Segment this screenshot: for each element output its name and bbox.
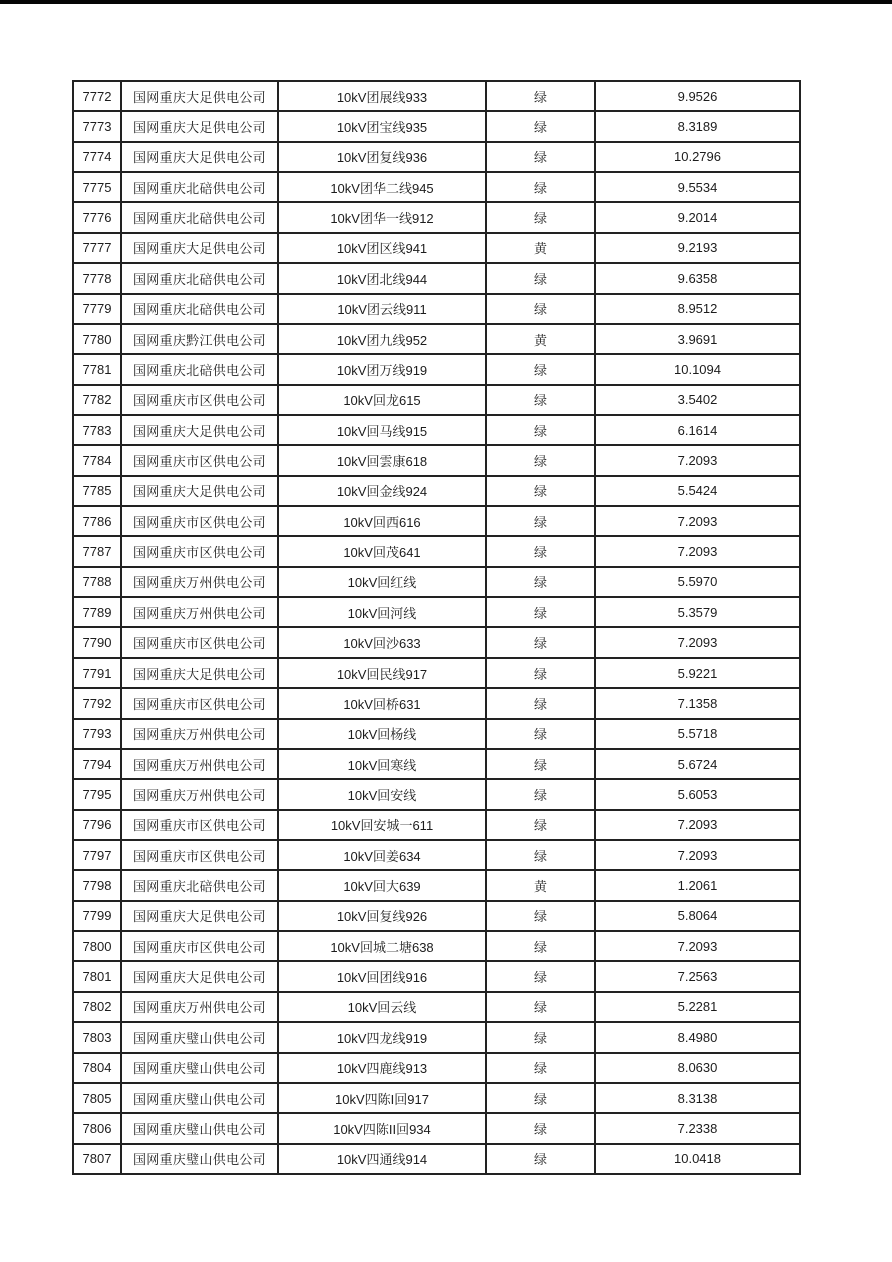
table-row	[73, 415, 800, 445]
table-row	[73, 233, 800, 263]
company-cell: 国网重庆市区供电公司	[121, 536, 278, 566]
value-cell: 6.1614	[595, 415, 800, 445]
row-number-cell: 7794	[73, 749, 121, 779]
company-cell: 国网重庆大足供电公司	[121, 961, 278, 991]
table-row	[73, 354, 800, 384]
company-cell: 国网重庆大足供电公司	[121, 901, 278, 931]
table-row	[73, 567, 800, 597]
company-cell: 国网重庆璧山供电公司	[121, 1113, 278, 1143]
line-name-cell: 10kV四龙线919	[278, 1022, 486, 1052]
line-name-cell: 10kV回红线	[278, 567, 486, 597]
line-name-cell: 10kV回民线917	[278, 658, 486, 688]
value-cell: 5.6724	[595, 749, 800, 779]
row-number-cell: 7793	[73, 719, 121, 749]
row-number-cell: 7797	[73, 840, 121, 870]
table-row	[73, 597, 800, 627]
company-cell: 国网重庆市区供电公司	[121, 840, 278, 870]
line-name-cell: 10kV回杨线	[278, 719, 486, 749]
row-number-cell: 7801	[73, 961, 121, 991]
status-cell: 绿	[486, 597, 595, 627]
company-cell: 国网重庆万州供电公司	[121, 567, 278, 597]
line-name-cell: 10kV回龙615	[278, 385, 486, 415]
row-number-cell: 7783	[73, 415, 121, 445]
line-name-cell: 10kV回团线916	[278, 961, 486, 991]
row-number-cell: 7776	[73, 202, 121, 232]
row-number-cell: 7772	[73, 81, 121, 111]
line-name-cell: 10kV回马线915	[278, 415, 486, 445]
status-cell: 绿	[486, 567, 595, 597]
row-number-cell: 7778	[73, 263, 121, 293]
value-cell: 10.2796	[595, 142, 800, 172]
value-cell: 5.2281	[595, 992, 800, 1022]
company-cell: 国网重庆北碚供电公司	[121, 202, 278, 232]
table-row	[73, 992, 800, 1022]
company-cell: 国网重庆万州供电公司	[121, 719, 278, 749]
table-row	[73, 810, 800, 840]
line-name-cell: 10kV回桥631	[278, 688, 486, 718]
company-cell: 国网重庆万州供电公司	[121, 779, 278, 809]
company-cell: 国网重庆市区供电公司	[121, 810, 278, 840]
company-cell: 国网重庆市区供电公司	[121, 931, 278, 961]
value-cell: 1.2061	[595, 870, 800, 900]
status-cell: 绿	[486, 1144, 595, 1174]
table-row	[73, 1113, 800, 1143]
row-number-cell: 7795	[73, 779, 121, 809]
table-row	[73, 111, 800, 141]
status-cell: 绿	[486, 1053, 595, 1083]
line-name-cell: 10kV团北线944	[278, 263, 486, 293]
row-number-cell: 7799	[73, 901, 121, 931]
status-cell: 绿	[486, 779, 595, 809]
line-name-cell: 10kV回西616	[278, 506, 486, 536]
table-row	[73, 476, 800, 506]
table-row	[73, 172, 800, 202]
row-number-cell: 7775	[73, 172, 121, 202]
line-name-cell: 10kV团区线941	[278, 233, 486, 263]
row-number-cell: 7806	[73, 1113, 121, 1143]
status-cell: 绿	[486, 931, 595, 961]
status-cell: 绿	[486, 749, 595, 779]
company-cell: 国网重庆万州供电公司	[121, 597, 278, 627]
value-cell: 8.0630	[595, 1053, 800, 1083]
table-row	[73, 294, 800, 324]
line-name-cell: 10kV四陈II回934	[278, 1113, 486, 1143]
table-row	[73, 445, 800, 475]
value-cell: 7.2093	[595, 445, 800, 475]
power-lines-table	[72, 80, 801, 1175]
status-cell: 绿	[486, 961, 595, 991]
row-number-cell: 7779	[73, 294, 121, 324]
table-row	[73, 870, 800, 900]
status-cell: 绿	[486, 294, 595, 324]
line-name-cell: 10kV回河线	[278, 597, 486, 627]
top-divider-bar	[0, 0, 892, 4]
status-cell: 绿	[486, 476, 595, 506]
status-cell: 绿	[486, 536, 595, 566]
company-cell: 国网重庆市区供电公司	[121, 688, 278, 718]
status-cell: 绿	[486, 202, 595, 232]
row-number-cell: 7782	[73, 385, 121, 415]
line-name-cell: 10kV团展线933	[278, 81, 486, 111]
company-cell: 国网重庆市区供电公司	[121, 445, 278, 475]
value-cell: 5.3579	[595, 597, 800, 627]
value-cell: 9.5534	[595, 172, 800, 202]
line-name-cell: 10kV回云线	[278, 992, 486, 1022]
row-number-cell: 7785	[73, 476, 121, 506]
table-row	[73, 840, 800, 870]
status-cell: 绿	[486, 719, 595, 749]
row-number-cell: 7777	[73, 233, 121, 263]
table-row	[73, 719, 800, 749]
company-cell: 国网重庆万州供电公司	[121, 749, 278, 779]
value-cell: 10.1094	[595, 354, 800, 384]
company-cell: 国网重庆大足供电公司	[121, 111, 278, 141]
company-cell: 国网重庆市区供电公司	[121, 627, 278, 657]
line-name-cell: 10kV团云线911	[278, 294, 486, 324]
value-cell: 5.5718	[595, 719, 800, 749]
status-cell: 绿	[486, 1083, 595, 1113]
company-cell: 国网重庆大足供电公司	[121, 142, 278, 172]
value-cell: 9.2014	[595, 202, 800, 232]
row-number-cell: 7798	[73, 870, 121, 900]
row-number-cell: 7773	[73, 111, 121, 141]
row-number-cell: 7784	[73, 445, 121, 475]
company-cell: 国网重庆璧山供电公司	[121, 1083, 278, 1113]
row-number-cell: 7800	[73, 931, 121, 961]
value-cell: 7.1358	[595, 688, 800, 718]
line-name-cell: 10kV回姜634	[278, 840, 486, 870]
status-cell: 绿	[486, 840, 595, 870]
status-cell: 绿	[486, 506, 595, 536]
value-cell: 7.2093	[595, 506, 800, 536]
value-cell: 9.2193	[595, 233, 800, 263]
company-cell: 国网重庆大足供电公司	[121, 81, 278, 111]
row-number-cell: 7780	[73, 324, 121, 354]
company-cell: 国网重庆万州供电公司	[121, 992, 278, 1022]
value-cell: 5.5424	[595, 476, 800, 506]
status-cell: 绿	[486, 1022, 595, 1052]
status-cell: 绿	[486, 627, 595, 657]
table-row	[73, 1144, 800, 1174]
table-row	[73, 324, 800, 354]
line-name-cell: 10kV团复线936	[278, 142, 486, 172]
company-cell: 国网重庆黔江供电公司	[121, 324, 278, 354]
status-cell: 绿	[486, 992, 595, 1022]
status-cell: 绿	[486, 354, 595, 384]
status-cell: 绿	[486, 111, 595, 141]
company-cell: 国网重庆市区供电公司	[121, 385, 278, 415]
row-number-cell: 7807	[73, 1144, 121, 1174]
status-cell: 绿	[486, 1113, 595, 1143]
value-cell: 7.2093	[595, 810, 800, 840]
status-cell: 黄	[486, 233, 595, 263]
value-cell: 7.2093	[595, 627, 800, 657]
row-number-cell: 7786	[73, 506, 121, 536]
table-row	[73, 749, 800, 779]
company-cell: 国网重庆北碚供电公司	[121, 294, 278, 324]
row-number-cell: 7802	[73, 992, 121, 1022]
status-cell: 绿	[486, 901, 595, 931]
line-name-cell: 10kV团宝线935	[278, 111, 486, 141]
status-cell: 黄	[486, 870, 595, 900]
value-cell: 5.8064	[595, 901, 800, 931]
line-name-cell: 10kV回安线	[278, 779, 486, 809]
row-number-cell: 7804	[73, 1053, 121, 1083]
status-cell: 绿	[486, 810, 595, 840]
table-row	[73, 263, 800, 293]
value-cell: 9.9526	[595, 81, 800, 111]
company-cell: 国网重庆市区供电公司	[121, 506, 278, 536]
table-row	[73, 1053, 800, 1083]
company-cell: 国网重庆大足供电公司	[121, 476, 278, 506]
value-cell: 7.2093	[595, 840, 800, 870]
company-cell: 国网重庆北碚供电公司	[121, 354, 278, 384]
company-cell: 国网重庆北碚供电公司	[121, 870, 278, 900]
line-name-cell: 10kV回复线926	[278, 901, 486, 931]
row-number-cell: 7788	[73, 567, 121, 597]
line-name-cell: 10kV回安城一611	[278, 810, 486, 840]
status-cell: 黄	[486, 324, 595, 354]
line-name-cell: 10kV团九线952	[278, 324, 486, 354]
line-name-cell: 10kV回大639	[278, 870, 486, 900]
table-row	[73, 81, 800, 111]
row-number-cell: 7803	[73, 1022, 121, 1052]
value-cell: 5.9221	[595, 658, 800, 688]
company-cell: 国网重庆北碚供电公司	[121, 172, 278, 202]
value-cell: 8.3138	[595, 1083, 800, 1113]
line-name-cell: 10kV回沙633	[278, 627, 486, 657]
row-number-cell: 7790	[73, 627, 121, 657]
status-cell: 绿	[486, 385, 595, 415]
table-row	[73, 1022, 800, 1052]
line-name-cell: 10kV回金线924	[278, 476, 486, 506]
value-cell: 3.9691	[595, 324, 800, 354]
table-row	[73, 779, 800, 809]
table-row	[73, 627, 800, 657]
company-cell: 国网重庆大足供电公司	[121, 415, 278, 445]
status-cell: 绿	[486, 688, 595, 718]
company-cell: 国网重庆北碚供电公司	[121, 263, 278, 293]
line-name-cell: 10kV回城二塘638	[278, 931, 486, 961]
row-number-cell: 7796	[73, 810, 121, 840]
table-row	[73, 1083, 800, 1113]
line-name-cell: 10kV四陈I回917	[278, 1083, 486, 1113]
value-cell: 7.2338	[595, 1113, 800, 1143]
line-name-cell: 10kV团万线919	[278, 354, 486, 384]
value-cell: 7.2093	[595, 536, 800, 566]
table-row	[73, 385, 800, 415]
value-cell: 5.6053	[595, 779, 800, 809]
status-cell: 绿	[486, 81, 595, 111]
value-cell: 10.0418	[595, 1144, 800, 1174]
table-row	[73, 202, 800, 232]
status-cell: 绿	[486, 445, 595, 475]
table-row	[73, 688, 800, 718]
value-cell: 8.3189	[595, 111, 800, 141]
table-row	[73, 536, 800, 566]
status-cell: 绿	[486, 263, 595, 293]
table-body	[73, 81, 800, 1174]
table-row	[73, 931, 800, 961]
line-name-cell: 10kV团华一线912	[278, 202, 486, 232]
line-name-cell: 10kV四鹿线913	[278, 1053, 486, 1083]
value-cell: 9.6358	[595, 263, 800, 293]
row-number-cell: 7787	[73, 536, 121, 566]
value-cell: 7.2563	[595, 961, 800, 991]
row-number-cell: 7774	[73, 142, 121, 172]
row-number-cell: 7789	[73, 597, 121, 627]
table-row	[73, 901, 800, 931]
value-cell: 3.5402	[595, 385, 800, 415]
value-cell: 8.4980	[595, 1022, 800, 1052]
table-row	[73, 506, 800, 536]
table-row	[73, 658, 800, 688]
row-number-cell: 7805	[73, 1083, 121, 1113]
value-cell: 7.2093	[595, 931, 800, 961]
line-name-cell: 10kV回雲康618	[278, 445, 486, 475]
row-number-cell: 7792	[73, 688, 121, 718]
line-name-cell: 10kV团华二线945	[278, 172, 486, 202]
company-cell: 国网重庆大足供电公司	[121, 233, 278, 263]
status-cell: 绿	[486, 172, 595, 202]
value-cell: 5.5970	[595, 567, 800, 597]
line-name-cell: 10kV回寒线	[278, 749, 486, 779]
line-name-cell: 10kV回茂641	[278, 536, 486, 566]
status-cell: 绿	[486, 415, 595, 445]
row-number-cell: 7781	[73, 354, 121, 384]
company-cell: 国网重庆璧山供电公司	[121, 1022, 278, 1052]
company-cell: 国网重庆大足供电公司	[121, 658, 278, 688]
value-cell: 8.9512	[595, 294, 800, 324]
status-cell: 绿	[486, 658, 595, 688]
company-cell: 国网重庆璧山供电公司	[121, 1144, 278, 1174]
status-cell: 绿	[486, 142, 595, 172]
table-row	[73, 961, 800, 991]
company-cell: 国网重庆璧山供电公司	[121, 1053, 278, 1083]
row-number-cell: 7791	[73, 658, 121, 688]
table-row	[73, 142, 800, 172]
line-name-cell: 10kV四通线914	[278, 1144, 486, 1174]
